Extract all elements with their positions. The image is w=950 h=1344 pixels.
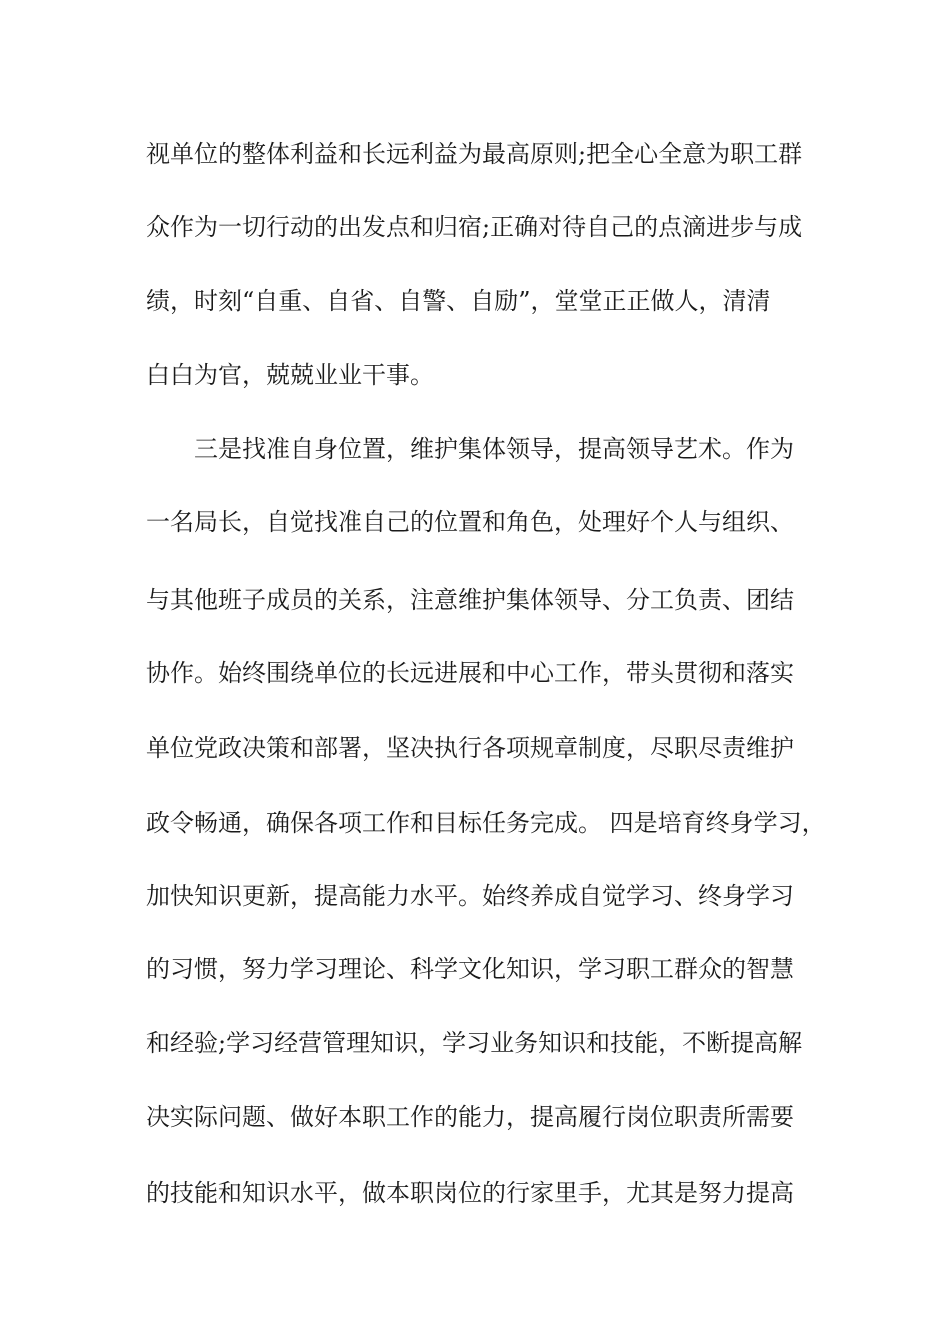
text-line: 的技能和知识水平，做本职岗位的行家里手，尤其是努力提高	[146, 1179, 794, 1207]
text-line: 单位党政决策和部署，坚决执行各项规章制度，尽职尽责维护	[146, 734, 794, 762]
text-line: 和经验;学习经营管理知识，学习业务知识和技能，不断提高解	[146, 1029, 803, 1057]
text-line: 政令畅通，确保各项工作和目标任务完成。 四是培育终身学习，	[146, 809, 826, 837]
paragraph-first-line: 三是找准自身位置，维护集体领导，提高领导艺术。作为	[194, 435, 794, 463]
text-line: 绩，时刻“自重、自省、自警、自励”，堂堂正正做人，清清	[146, 287, 771, 315]
text-line: 协作。始终围绕单位的长远进展和中心工作，带头贯彻和落实	[146, 659, 794, 687]
text-line: 的习惯，努力学习理论、科学文化知识，学习职工群众的智慧	[146, 955, 794, 983]
text-line: 一名局长，自觉找准自己的位置和角色，处理好个人与组织、	[146, 508, 794, 536]
text-line: 众作为一切行动的出发点和归宿;正确对待自己的点滴进步与成	[146, 213, 803, 241]
text-line: 与其他班子成员的关系，注意维护集体领导、分工负责、团结	[146, 586, 794, 614]
text-line: 加快知识更新，提高能力水平。始终养成自觉学习、终身学习	[146, 882, 794, 910]
text-line: 白白为官，兢兢业业干事。	[146, 361, 434, 389]
text-line: 决实际问题、做好本职工作的能力，提高履行岗位职责所需要	[146, 1103, 794, 1131]
text-line: 视单位的整体利益和长远利益为最高原则;把全心全意为职工群	[146, 140, 803, 168]
